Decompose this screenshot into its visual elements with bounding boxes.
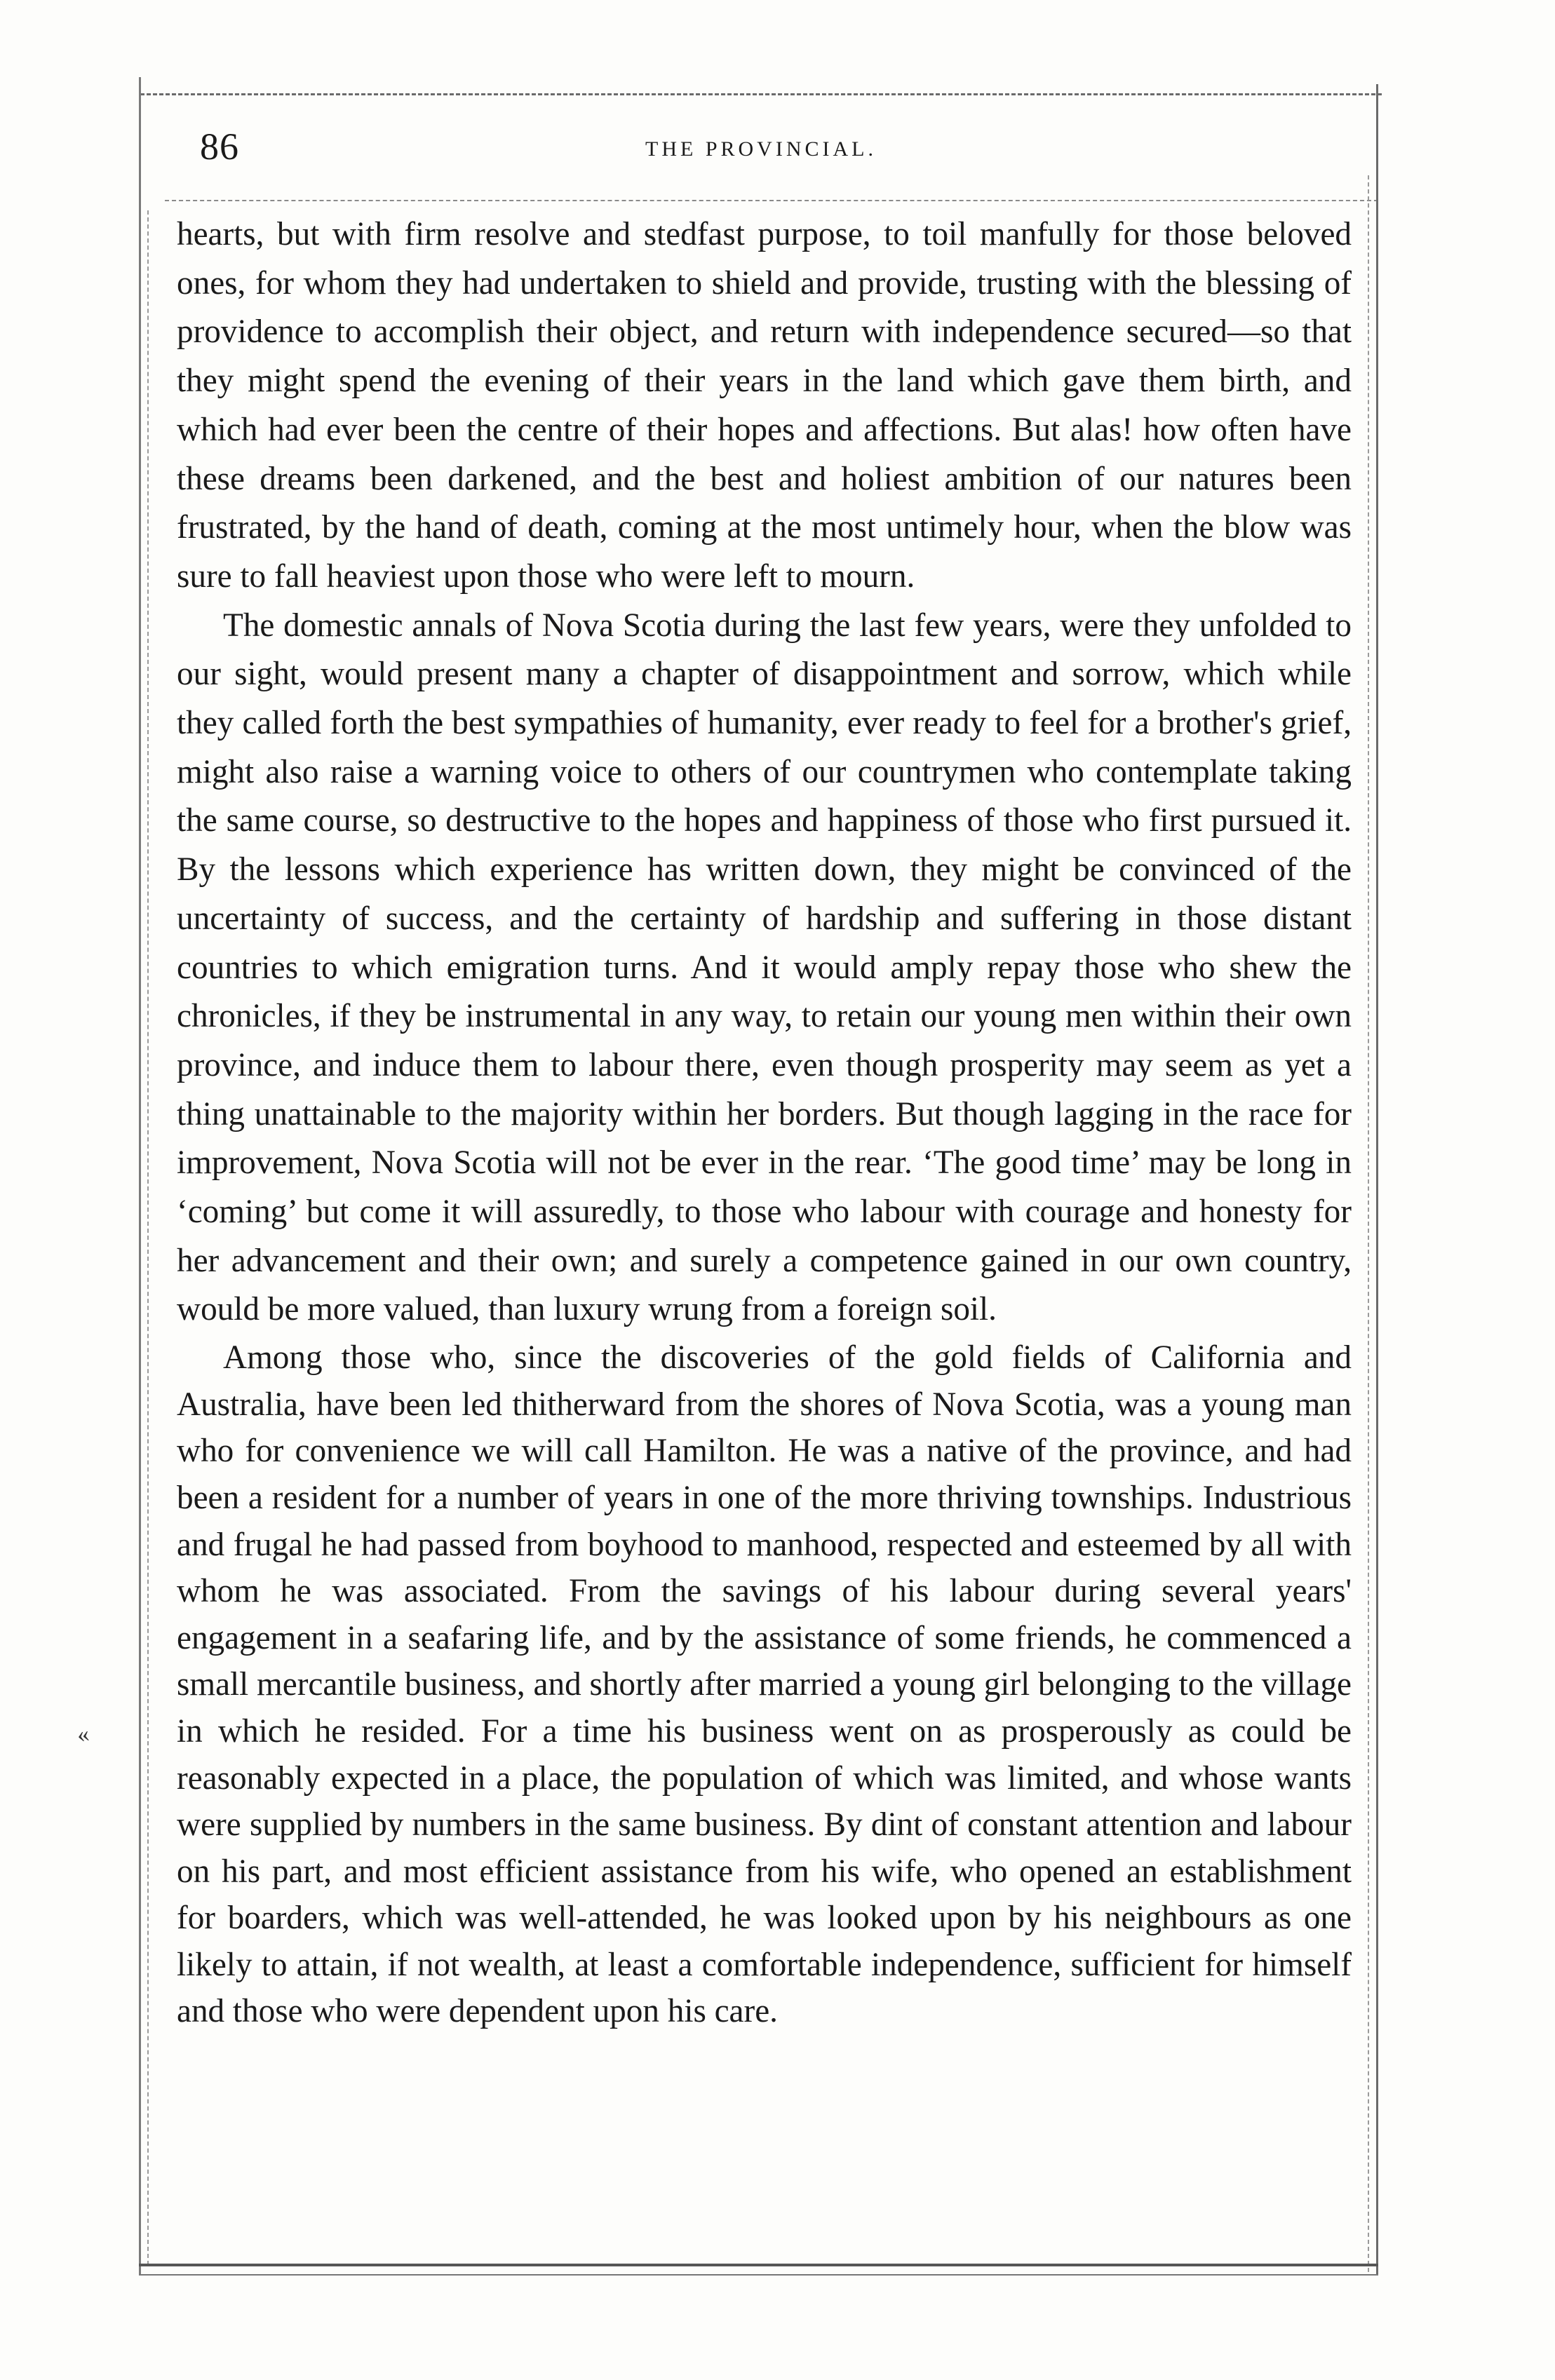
paragraph-continuation: hearts, but with firm resolve and stedfast purpose, to toil manfully for those beloved ones, for whom they had undertaken to shield and provide, trusting with the blessing of providence to accomplish their object, and return with independence secured—so that they might spend the evening of their years in the land which gave them birth, and which had ever been the centre of their hopes and affections. But alas! how often have these dreams been darkened, and the best and holiest ambition of our natures been frustrated, by the hand of death, coming at the most untimely hour, when the blow was sure to fall heaviest upon those who were left to mourn. — [177, 216, 1352, 595]
paragraph-domestic-annals: The domestic annals of Nova Scotia during the last few years, were they unfolded to our sight, would present many a chapter of disappointment and sorrow, which while they called forth the best sympathies of humanity, ever ready to feel for a brother's grief, might also raise a warning voice to others of our countrymen who contemplate taking the same course, so destructive to the hopes and happiness of those who first pursued it. By the lessons which experience has written down, they might be convinced of the uncertainty of success, and the certainty of hardship and suffering in those distant countries to which emigration turns. And it would amply repay those who shew the chronicles, if they be instrumental in any way, to retain our young men within their own province, and induce them to labour there, even though prosperity may seem as yet a thing unattainable to the majority within her borders. But though lagging in the race for improvement, Nova Scotia will not be ever in the rear. ‘The good time’ may be long in ‘coming’ but come it will assuredly, to those who labour with courage and honesty for her advancement and their own; and surely a competence gained in our own country, would be more valued, than luxury wrung from a foreign soil. — [177, 607, 1352, 1328]
left-frame-rule — [139, 77, 141, 2276]
margin-mark: « — [75, 1721, 91, 1749]
paragraph-hamilton: Among those who, since the discoveries of the gold fields of California and Australia, have been led thitherward from the shores of Nova Scotia, was a young man who for convenience we will call Hamilton. He was a native of the province, and had been a resident for a number of years in one of the more thriving townships. Industrious and frugal he had passed from boyhood to manhood, respected and esteemed by all with whom he was associated. From the savings of his labour during several years' engagement in a seafaring life, and by the assistance of some friends, he commenced a small mercantile business, and shortly after married a young girl belonging to the village in which he resided. For a time his business went on as prosperously as could be reasonably expected in a place, the population of which was limited, and whose wants were supplied by numbers in the same business. By dint of constant attention and labour on his part, and most efficient assistance from his wife, who opened an establishment for boarders, which was well-attended, he was looked upon by his neighbours as one likely to attain, if not wealth, at least a comfortable independence, sufficient for himself and those who were dependent upon his care. — [177, 1339, 1352, 2030]
running-head: THE PROVINCIAL. — [645, 137, 877, 161]
bottom-frame-rule — [139, 2264, 1378, 2266]
page-header — [172, 125, 1350, 174]
right-inner-rule — [1368, 175, 1369, 2272]
bottom-frame-rule-secondary — [139, 2274, 1378, 2276]
top-frame-rule — [140, 93, 1382, 95]
body-text — [177, 210, 1352, 2035]
left-inner-rule — [147, 210, 149, 2265]
page-number: 86 — [200, 126, 239, 168]
right-frame-rule — [1376, 84, 1378, 2276]
header-divider-rule — [165, 200, 1378, 201]
